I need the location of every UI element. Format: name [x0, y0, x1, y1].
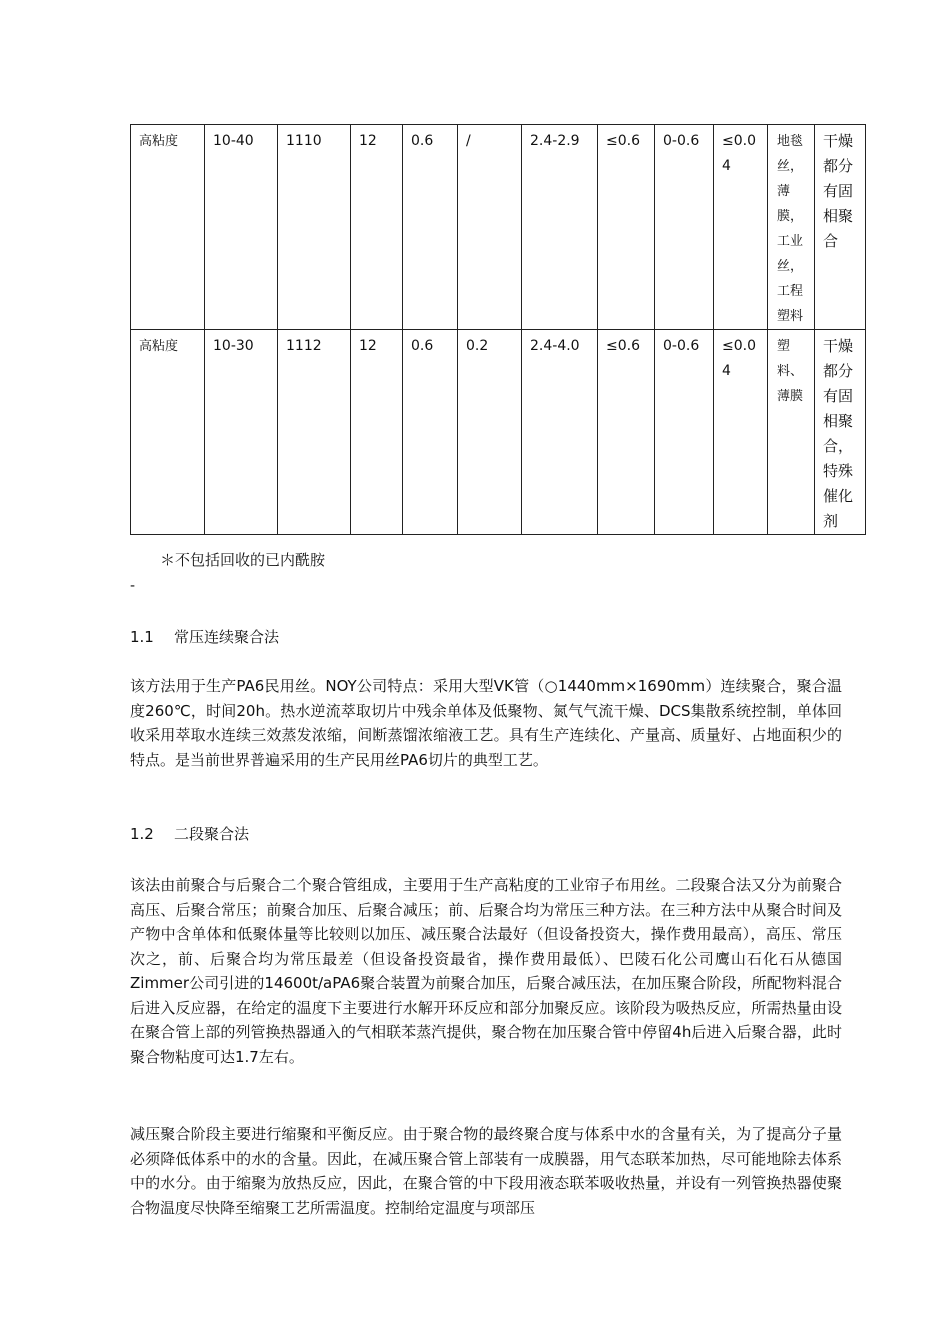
separator-mark: - — [130, 578, 136, 594]
cell-use: 塑料、薄膜 — [768, 330, 815, 535]
cell-method: 干燥都分有固相聚合，特殊催化剂 — [815, 330, 866, 535]
table-row — [131, 125, 866, 330]
cell-value: ≤0.6 — [598, 330, 655, 535]
paragraph: 减压聚合阶段主要进行缩聚和平衡反应。由于聚合物的最终聚合度与体系中水的含量有关，为了提高分子量必须降低体系中的水的含量。因此，在减压聚合管上部装有一成膜器，用气态联苯加热，尽可能地除去体系中的水分。由于缩聚为放热反应，因此，在聚合管的中下段用液态联苯吸收热量，并设有一列管换热器使聚合物温度尽快降至缩聚工艺所需温度。控制给定温度与项部压 — [130, 1125, 842, 1217]
cell-value: ≤0.04 — [714, 330, 768, 535]
cell-value: 1110 — [278, 125, 351, 330]
cell-value: 1112 — [278, 330, 351, 535]
cell-value: 10-40 — [205, 125, 278, 330]
cell-value: 0.6 — [403, 330, 458, 535]
section-title: 二段聚合法 — [174, 825, 250, 843]
section-number: 1.1 — [130, 628, 154, 646]
table-row — [131, 330, 866, 535]
cell-value: 10-30 — [205, 330, 278, 535]
cell-value: ≤0.04 — [714, 125, 768, 330]
cell-value: 0-0.6 — [655, 125, 714, 330]
cell-value: 12 — [351, 125, 403, 330]
cell-value: 12 — [351, 330, 403, 535]
section-heading — [130, 626, 279, 647]
cell-value: / — [458, 125, 522, 330]
cell-grade: 高粘度 — [131, 330, 205, 535]
spec-table — [130, 124, 866, 535]
paragraph: 该法由前聚合与后聚合二个聚合管组成，主要用于生产高粘度的工业帘子布用丝。二段聚合法又分为前聚合高压、后聚合常压；前聚合加压、后聚合减压；前、后聚合均为常压三种方法。在三种方法中从聚合时间及产物中含单体和低聚体量等比较则以加压、减压聚合法最好（但设备投资大，操作费用最高），高压、常压次之，前、后聚合均为常压最差（但设备投资最省，操作费用最低）、巴陵石化公司鹰山石化石从德国Zimmer公司引进的14600t/aPA6聚合装置为前聚合加压，后聚合减压法，在加压聚合阶段，所配物料混合后进入反应器，在给定的温度下主要进行水解开环反应和部分加聚反应。该阶段为吸热反应，所需热量由设在聚合管上部的列管换热器通入的气相联苯蒸汽提供，聚合物在加压聚合管中停留4h后进入后聚合器，此时聚合物粘度可达1.7左右。 — [130, 876, 842, 1066]
cell-value: 0-0.6 — [655, 330, 714, 535]
section-title: 常压连续聚合法 — [174, 628, 280, 646]
table-footnote: ＊不包括回收的已内酰胺 — [160, 551, 326, 569]
cell-value: ≤0.6 — [598, 125, 655, 330]
cell-grade: 高粘度 — [131, 125, 205, 330]
cell-value: 0.6 — [403, 125, 458, 330]
cell-value: 0.2 — [458, 330, 522, 535]
section-number: 1.2 — [130, 825, 154, 843]
section-heading — [130, 823, 249, 844]
cell-use: 地毯丝，薄膜，工业丝，工程塑料 — [768, 125, 815, 330]
paragraph: 该方法用于生产PA6民用丝。NOY公司特点：采用大型VK管（○1440mm×1690mm）连续聚合，聚合温度260℃，时间20h。热水逆流萃取切片中残余单体及低聚物、氮气气流干燥、DCS集散系统控制，单体回收采用萃取水连续三效蒸发浓缩，间断蒸馏浓缩液工艺。具有生产连续化、产量高、质量好、占地面积少的特点。是当前世界普遍采用的生产民用丝PA6切片的典型工艺。 — [130, 677, 842, 769]
cell-method: 干燥都分有固相聚合 — [815, 125, 866, 330]
cell-value: 2.4-2.9 — [522, 125, 598, 330]
cell-value: 2.4-4.0 — [522, 330, 598, 535]
